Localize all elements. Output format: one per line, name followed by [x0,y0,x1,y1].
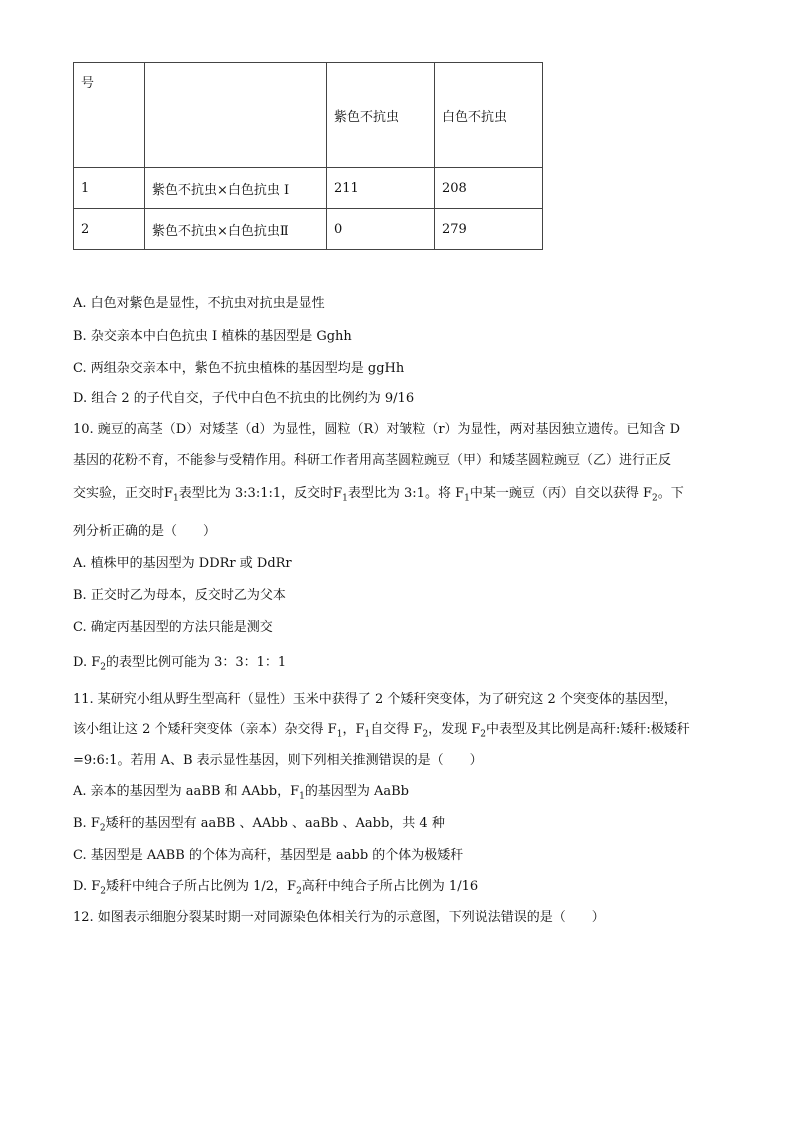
q9-option-d: D. 组合 2 的子代自交，子代中白色不抗虫的比例约为 9/16 [73,391,415,406]
header-cell-number: 号 [74,63,145,168]
q11-option-d: D. $F_2$矮秆中纯合子所占比例为 1/2，$F_2$高秆中纯合子所占比例为 1/16 [73,879,479,897]
table-header-row [74,63,543,168]
q10-stem-line1: 10. 豌豆的高茎（D）对矮茎（d）为显性，圆粒（R）对皱粒（r）为显性，两对基因独立遗传。已知含 D [73,422,681,437]
q11-stem-line1: 11. 某研究小组从野生型高秆（显性）玉米中获得了 2 个矮秆突变体，为了研究这 2 个突变体的基因型， [73,692,677,707]
table-row [74,209,543,250]
q10-option-d: D. $F_2$的表型比例可能为 3：3：1：1 [73,655,287,673]
q11-option-b: B. $F_2$矮秆的基因型有 aaBB 、AAbb 、aaBb 、Aabb，共 4 种 [73,816,445,834]
row-number: 1 [74,168,145,209]
row-white: 279 [435,209,543,250]
row-cross: 紫色不抗虫×白色抗虫Ⅱ [145,209,327,250]
q10-option-c: C. 确定丙基因型的方法只能是测交 [73,620,273,635]
q10-stem-line3: 交实验，正交时$F_1$表型比为 3:3:1:1，反交时$F_1$表型比为 3:1。将 $F_1$中某一豌豆（丙）自交以获得 $F_2$。下 [73,486,684,504]
q9-option-b: B. 杂交亲本中白色抗虫 I 植株的基因型是 Gghh [73,329,352,344]
q11-option-c: C. 基因型是 AABB 的个体为高秆，基因型是 aabb 的个体为极矮秆 [73,848,464,863]
q11-stem-line2: 该小组让这 2 个矮秆突变体（亲本）杂交得 $F_1$，$F_1$自交得 $F_2$，发现 $F_2$中表型及其比例是高秆:矮秆:极矮秆 [73,722,690,740]
q9-option-c: C. 两组杂交亲本中，紫色不抗虫植株的基因型均是 ggHh [73,361,405,376]
q11-stem-line3: =9:6:1。若用 A、B 表示显性基因，则下列相关推测错误的是（ ） [73,753,483,768]
header-cell-cross [145,63,327,168]
header-cell-white: 白色不抗虫 [435,63,543,168]
q10-option-a: A. 植株甲的基因型为 DDRr 或 DdRr [73,556,292,571]
table-row [74,168,543,209]
result-table [73,62,543,250]
q12-stem-line1: 12. 如图表示细胞分裂某时期一对同源染色体相关行为的示意图，下列说法错误的是（ ） [73,910,605,925]
q10-stem-line4: 列分析正确的是（ ） [73,524,217,539]
header-cell-purple: 紫色不抗虫 [327,63,435,168]
q11-option-a: A. 亲本的基因型为 aaBB 和 AAbb，$F_1$的基因型为 AaBb [73,784,409,802]
row-number: 2 [74,209,145,250]
row-white: 208 [435,168,543,209]
q9-option-a: A. 白色对紫色是显性，不抗虫对抗虫是显性 [73,296,325,311]
row-cross: 紫色不抗虫×白色抗虫 I [145,168,327,209]
q10-option-b: B. 正交时乙为母本，反交时乙为父本 [73,588,286,603]
row-purple: 211 [327,168,435,209]
row-purple: 0 [327,209,435,250]
q10-stem-line2: 基因的花粉不育，不能参与受精作用。科研工作者用高茎圆粒豌豆（甲）和矮茎圆粒豌豆（乙）进行正反 [73,453,672,468]
